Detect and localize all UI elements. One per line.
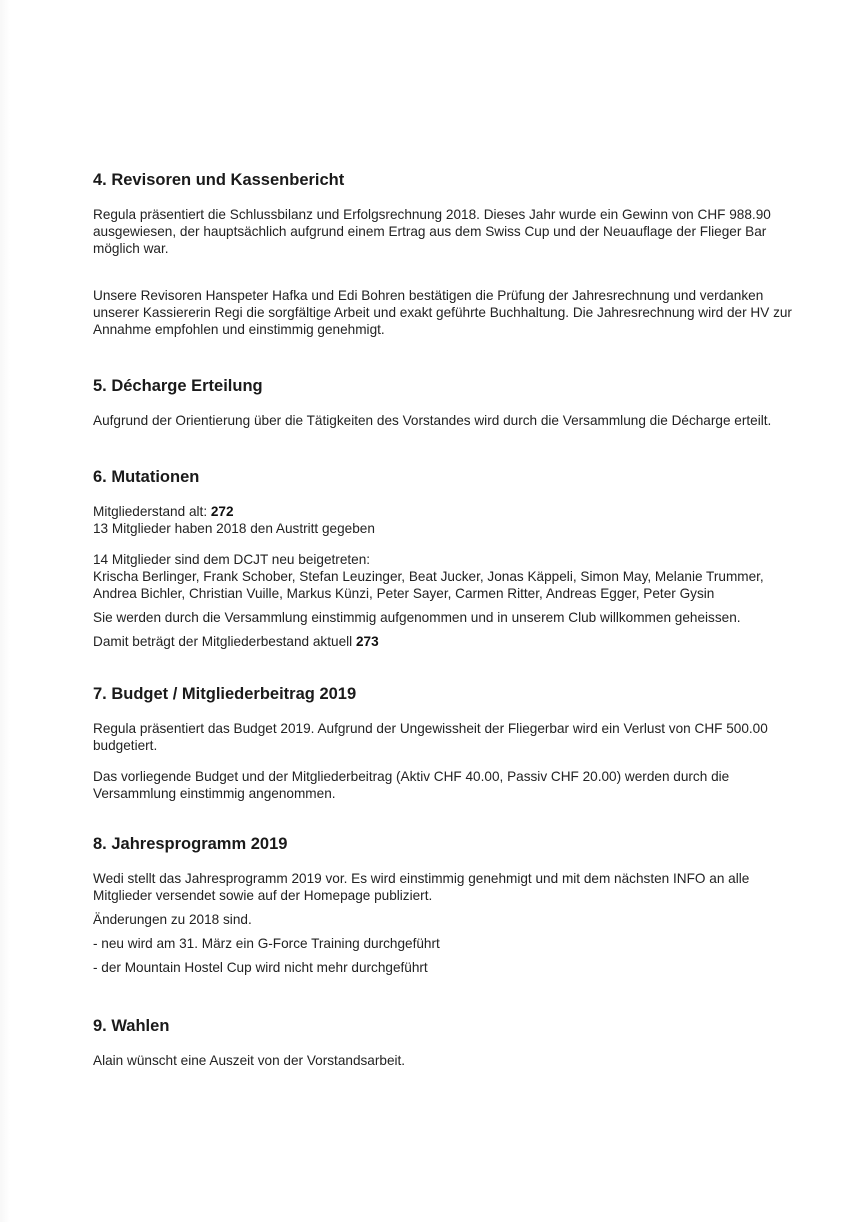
section-decharge [93,374,793,429]
section-jahresprogramm [93,832,793,976]
paragraph-mitgliederstand [93,503,793,537]
section-heading-5: 5. Décharge Erteilung [93,377,263,395]
section-heading-4: 4. Revisoren und Kassenbericht [93,171,345,189]
paragraph-mitgliederbestand [93,633,793,650]
section-heading-8: 8. Jahresprogramm 2019 [93,835,288,853]
scan-edge-shade [0,0,10,1222]
section-heading-7: 7. Budget / Mitgliederbeitrag 2019 [93,685,357,703]
section-revisoren [93,168,793,338]
section-budget [93,682,793,802]
section-heading-6: 6. Mutationen [93,468,200,486]
paragraph-revisoren: Unsere Revisoren Hanspeter Hafka und Edi Bohren bestätigen die Prüfung der Jahresrechnung und verdanken unserer Kassiererin Regi die sorgfältige Arbeit und exakt geführte Buchhaltung. Die Jahresrechnung wird der HV zur Annahme empfohlen und einstimmig genehmigt. [93,288,792,337]
paragraph-budget: Regula präsentiert das Budget 2019. Aufgrund der Ungewissheit der Fliegerbar wird ein Verlust von CHF 500.00 budgetiert. [93,721,768,753]
list-item: - neu wird am 31. März ein G-Force Training durchgeführt [93,936,440,951]
paragraph-wahlen: Alain wünscht eine Auszeit von der Vorstandsarbeit. [93,1053,406,1068]
section-mutationen [93,465,793,650]
mitgliederstand-label: Mitgliederstand alt: [93,504,211,519]
paragraph-decharge: Aufgrund der Orientierung über die Tätigkeiten des Vorstandes wird durch die Versammlung die Décharge erteilt. [93,413,772,428]
section-wahlen [93,1014,793,1069]
new-member-names: Krischa Berlinger, Frank Schober, Stefan Leuzinger, Beat Jucker, Jonas Käppeli, Simon May, Melanie Trummer, Andrea Bichler, Christian Vuille, Markus Künzi, Peter Sayer, Carmen Ritter, Andreas Egger, Peter Gysin [93,569,764,601]
mitgliederbestand-value: 273 [355,634,379,649]
paragraph-mitgliederbeitrag: Das vorliegende Budget und der Mitgliederbeitrag (Aktiv CHF 40.00, Passiv CHF 20.00) werden durch die Versammlung einstimmig angenommen. [93,769,730,801]
paragraph-aenderungen: Änderungen zu 2018 sind. [93,912,252,927]
list-item: - der Mountain Hostel Cup wird nicht mehr durchgeführt [93,960,428,975]
document-body [93,168,793,1069]
austritt-text: 13 Mitglieder haben 2018 den Austritt gegeben [93,521,375,536]
beitritt-text: 14 Mitglieder sind dem DCJT neu beigetreten: [93,552,371,567]
mitgliederstand-alt-value: 272 [210,504,234,519]
section-heading-9: 9. Wahlen [93,1017,170,1035]
paragraph-beitritte [93,551,793,602]
paragraph-schlussbilanz: Regula präsentiert die Schlussbilanz und Erfolgsrechnung 2018. Dieses Jahr wurde ein Gewinn von CHF 988.90 ausgewiesen, der hauptsächlich aufgrund einem Ertrag aus dem Swiss Cup und der Neuauflage der Flieger Bar möglich war. [93,207,771,256]
mitgliederbestand-label: Damit beträgt der Mitgliederbestand aktuell [93,634,356,649]
paragraph-aufgenommen: Sie werden durch die Versammlung einstimmig aufgenommen und in unserem Club willkommen geheissen. [93,610,741,625]
paragraph-jahresprogramm: Wedi stellt das Jahresprogramm 2019 vor. Es wird einstimmig genehmigt und mit dem nächsten INFO an alle Mitglieder versendet sowie auf der Homepage publiziert. [93,871,750,903]
